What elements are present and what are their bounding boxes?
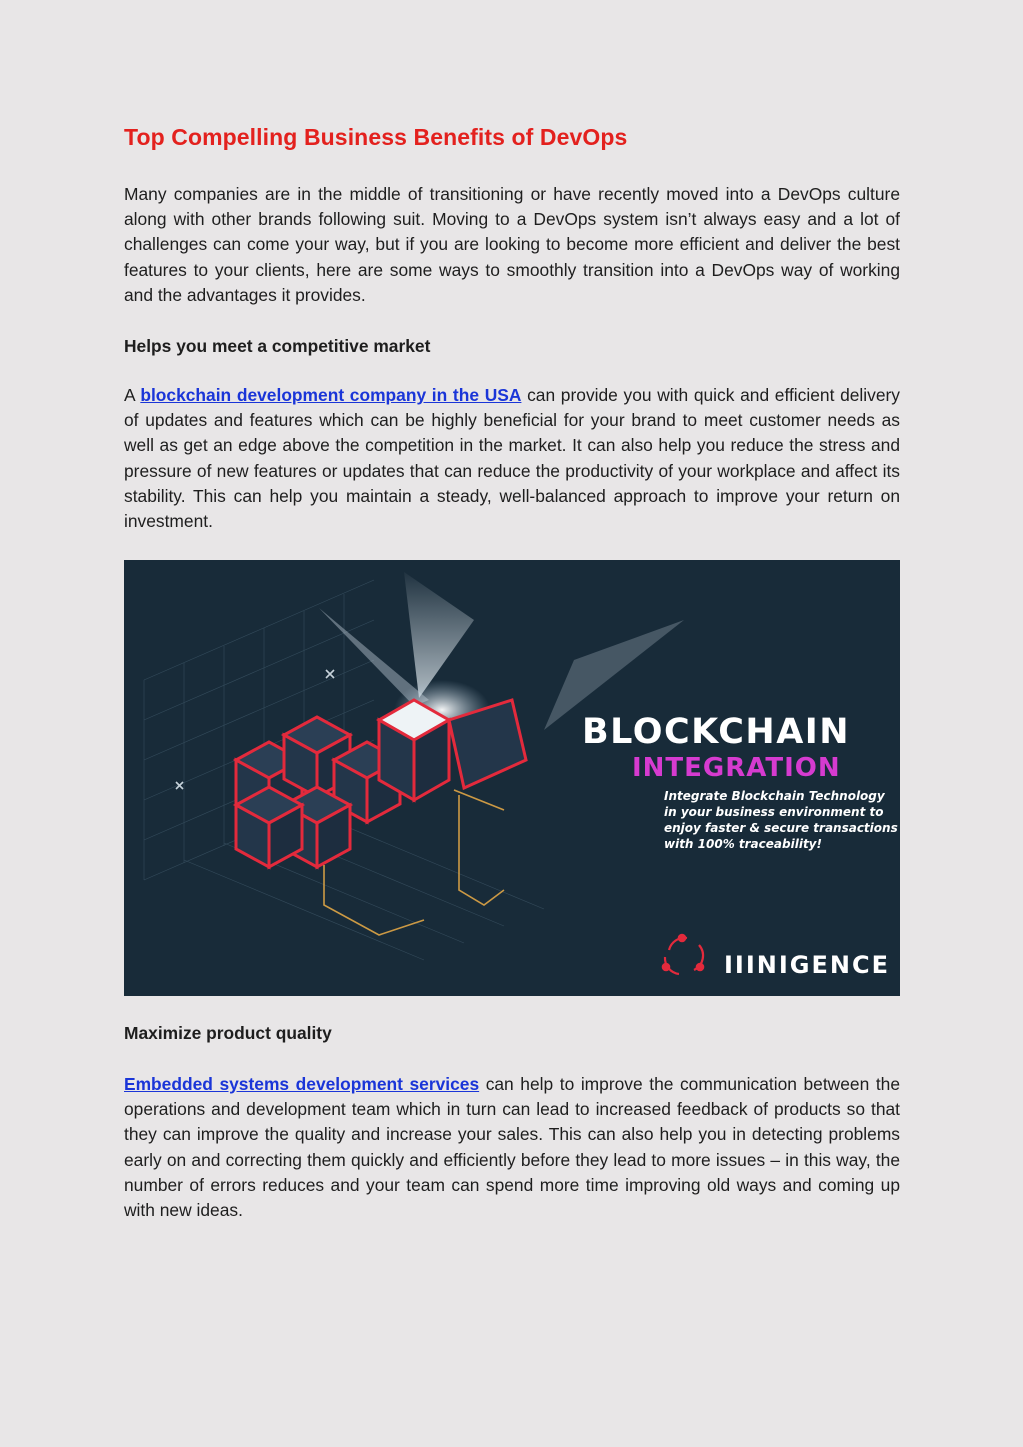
article-title: Top Compelling Business Benefits of DevOps <box>124 124 628 150</box>
embedded-systems-link[interactable]: Embedded systems development services <box>124 1074 480 1094</box>
banner-tagline-line: with 100% traceability! <box>664 837 822 851</box>
banner-tagline-line: Integrate Blockchain Technology <box>664 789 885 803</box>
section2-body: can help to improve the communication between the operations and development team which in turn can lead to increased feedback of products so that they can improve the quality and increase your sales. This can also help you in detecting problems early on and correcting them quickly and efficiently before they lead to more issues – in this way, the number of errors reduces and your team can spend more time improving old ways and coming up with new ideas. <box>124 1074 901 1221</box>
banner-tagline-line: in your business environment to <box>664 805 884 819</box>
brand-logo-icon <box>663 935 703 974</box>
banner-title-line1: BLOCKCHAIN <box>582 712 851 752</box>
section1-lead: A <box>124 385 141 405</box>
intro-paragraph: Many companies are in the middle of transitioning or have recently moved into a DevOps culture along with other brands following suit. Moving to a DevOps system isn’t always easy and a lot of challenges can come your way, but if you are looking to become more efficient and deliver the best features to your clients, here are some ways to smoothly transition into a DevOps way of working and the advantages it provides. <box>124 184 900 305</box>
banner-title-line2: INTEGRATION <box>632 753 841 783</box>
brand-wordmark: IIINIGENCE <box>724 951 890 979</box>
section1-body: can provide you with quick and efficient delivery of updates and features which can be highly beneficial for your brand to meet customer needs as well as get an edge above the competition in the market. It can also help you reduce the stress and pressure of new features or updates that can reduce the productivity of your workplace and affect its stability. This can help you maintain a steady, well-balanced approach to improve your return on investment. <box>124 385 901 532</box>
blockchain-banner-image <box>124 560 900 996</box>
section2-paragraph <box>124 1072 900 1223</box>
section1-paragraph <box>124 383 900 534</box>
banner-tagline-line: enjoy faster & secure transactions <box>664 821 898 835</box>
section2-heading: Maximize product quality <box>124 1023 332 1043</box>
blockchain-company-link[interactable]: blockchain development company in the USA <box>140 385 522 405</box>
section1-heading: Helps you meet a competitive market <box>124 336 431 356</box>
banner-tagline <box>664 789 898 851</box>
cube-cluster <box>236 700 526 867</box>
